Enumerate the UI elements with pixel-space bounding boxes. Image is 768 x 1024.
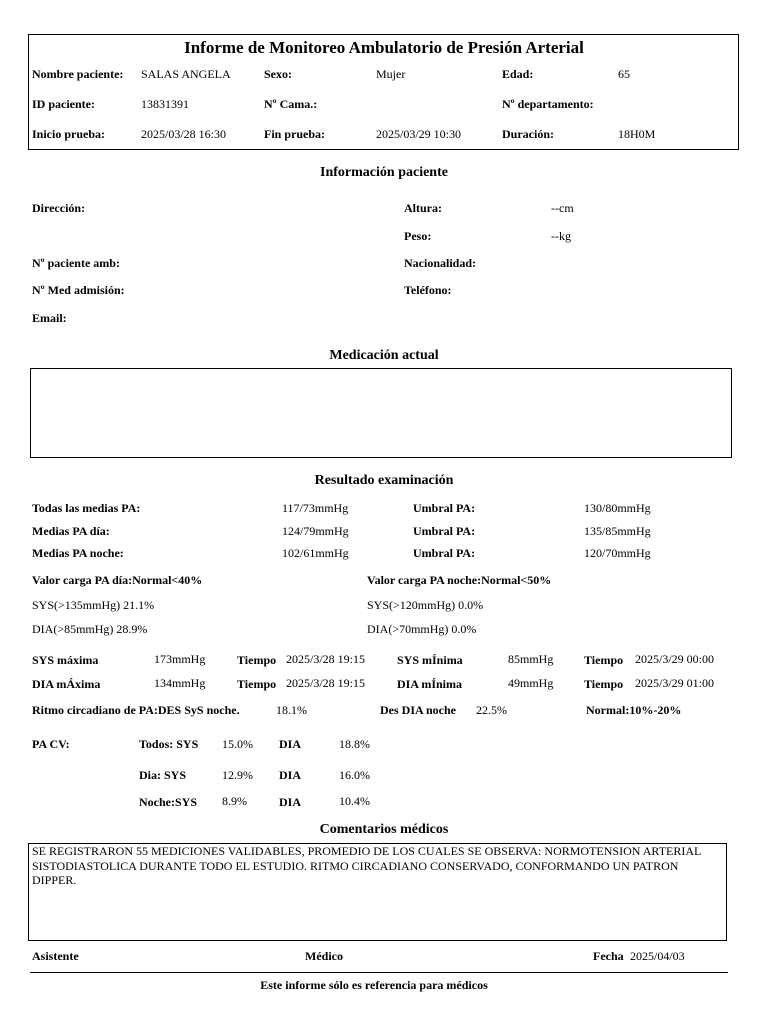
todos-dia-value: 18.8% xyxy=(339,737,370,751)
id-value: 13831391 xyxy=(141,97,189,111)
noche-value: 102/61mmHg xyxy=(282,546,349,560)
duracion-value: 18H0M xyxy=(618,127,656,141)
umbral1-label: Umbral PA: xyxy=(413,501,476,515)
paciente-amb-label: Nº paciente amb: xyxy=(32,256,120,270)
sexo-label: Sexo: xyxy=(264,67,292,81)
noche-dia-label: DIA xyxy=(279,795,302,809)
altura-label: Altura: xyxy=(404,201,442,215)
dia-sys-label: Dia: SYS xyxy=(139,768,187,782)
carga-noche-dia: DIA(>70mmHg) 0.0% xyxy=(367,622,477,636)
dia-max-tiempo-value: 2025/3/28 19:15 xyxy=(286,676,366,690)
dia-min-tiempo-value: 2025/3/29 01:00 xyxy=(635,676,715,690)
depto-label: Nº departamento: xyxy=(502,97,594,111)
nombre-value: SALAS ANGELA xyxy=(141,67,231,81)
comments-title: Comentarios médicos xyxy=(319,822,449,837)
noche-sys-value: 8.9% xyxy=(222,794,247,808)
asistente-label: Asistente xyxy=(32,949,79,963)
umbral2-label: Umbral PA: xyxy=(413,524,476,538)
sys-max-label: SYS máxima xyxy=(32,653,99,667)
duracion-label: Duración: xyxy=(502,127,554,141)
footer-note: Este informe sólo es referencia para médicos xyxy=(260,978,488,992)
noche-sys-label: Noche:SYS xyxy=(139,795,198,809)
report-title: Informe de Monitoreo Ambulatorio de Presión Arterial xyxy=(184,38,584,57)
inicio-label: Inicio prueba: xyxy=(32,127,106,141)
id-label: ID paciente: xyxy=(32,97,95,111)
nacionalidad-label: Nacionalidad: xyxy=(404,256,477,270)
carga-dia-sys: SYS(>135mmHg) 21.1% xyxy=(32,598,155,612)
sys-max-tiempo-value: 2025/3/28 19:15 xyxy=(286,652,366,666)
carga-noche-sys: SYS(>120mmHg) 0.0% xyxy=(367,598,484,612)
sys-min-value: 85mmHg xyxy=(508,652,554,666)
des-dia-label: Des DIA noche xyxy=(380,703,457,717)
des-dia-value: 22.5% xyxy=(476,703,507,717)
fin-label: Fin prueba: xyxy=(264,127,326,141)
todos-sys-value: 15.0% xyxy=(222,737,253,751)
dia-min-label: DIA mÍnima xyxy=(397,677,463,691)
fecha-label: Fecha xyxy=(593,949,624,963)
noche-dia-value: 10.4% xyxy=(339,794,370,808)
medication-box xyxy=(30,368,732,458)
dia-max-value: 134mmHg xyxy=(154,676,206,690)
ritmo-value: 18.1% xyxy=(276,703,307,717)
sexo-value: Mujer xyxy=(376,67,406,81)
umbral1-value: 130/80mmHg xyxy=(584,501,651,515)
medication-title: Medicación actual xyxy=(329,348,439,363)
todos-dia-label: DIA xyxy=(279,737,302,751)
email-label: Email: xyxy=(32,311,67,325)
dia-label: Medias PA día: xyxy=(32,524,110,538)
dia-min-value: 49mmHg xyxy=(508,676,554,690)
results-title: Resultado examinación xyxy=(314,473,454,488)
altura-value: --cm xyxy=(551,201,574,215)
dia-dia-label: DIA xyxy=(279,768,302,782)
medico-label: Médico xyxy=(305,949,343,963)
edad-value: 65 xyxy=(618,67,630,81)
cama-label: Nº Cama.: xyxy=(264,97,318,111)
dia-sys-value: 12.9% xyxy=(222,768,253,782)
patient-info-title: Información paciente xyxy=(320,165,448,180)
fin-value: 2025/03/29 10:30 xyxy=(376,127,462,141)
edad-label: Edad: xyxy=(502,67,534,81)
comments-text: SE REGISTRARON 55 MEDICIONES VALIDABLES, PROMEDIO DE LOS CUALES SE OBSERVA: NORMOTENSION ARTERIAL SISTODIASTOLICA DURANTE TODO EL ESTUDIO. RITMO CIRCADIANO CONSERVADO, CONFORMANDO UN PATRON DIPPER. xyxy=(32,844,701,887)
sys-max-value: 173mmHg xyxy=(154,652,206,666)
todos-sys-label: Todos: SYS xyxy=(139,737,199,751)
sys-min-label: SYS mÍnima xyxy=(397,653,463,667)
inicio-value: 2025/03/28 16:30 xyxy=(141,127,227,141)
peso-value: --kg xyxy=(551,229,571,243)
umbral2-value: 135/85mmHg xyxy=(584,524,651,538)
dia-max-tiempo-label: Tiempo xyxy=(237,677,277,691)
pacv-label: PA CV: xyxy=(32,737,70,751)
todas-label: Todas las medias PA: xyxy=(32,501,141,515)
carga-dia-label: Valor carga PA día:Normal<40% xyxy=(32,573,203,587)
footer-divider xyxy=(30,972,728,973)
dia-value: 124/79mmHg xyxy=(282,524,349,538)
peso-label: Peso: xyxy=(404,229,432,243)
todas-value: 117/73mmHg xyxy=(282,501,349,515)
med-admision-label: Nº Med admisión: xyxy=(32,283,125,297)
medication-text xyxy=(31,369,731,377)
carga-noche-label: Valor carga PA noche:Normal<50% xyxy=(367,573,552,587)
noche-label: Medias PA noche: xyxy=(32,546,124,560)
dia-dia-value: 16.0% xyxy=(339,768,370,782)
sys-min-tiempo-value: 2025/3/29 00:00 xyxy=(635,652,715,666)
sys-max-tiempo-label: Tiempo xyxy=(237,653,277,667)
dia-min-tiempo-label: Tiempo xyxy=(584,677,624,691)
normal-label: Normal:10%-20% xyxy=(586,703,682,717)
umbral3-value: 120/70mmHg xyxy=(584,546,651,560)
dia-max-label: DIA mÁxima xyxy=(32,677,101,691)
telefono-label: Teléfono: xyxy=(404,283,452,297)
carga-dia-dia: DIA(>85mmHg) 28.9% xyxy=(32,622,148,636)
umbral3-label: Umbral PA: xyxy=(413,546,476,560)
nombre-label: Nombre paciente: xyxy=(32,67,124,81)
direccion-label: Dirección: xyxy=(32,201,86,215)
ritmo-label: Ritmo circadiano de PA:DES SyS noche. xyxy=(32,703,240,717)
fecha-value: 2025/04/03 xyxy=(630,949,685,963)
sys-min-tiempo-label: Tiempo xyxy=(584,653,624,667)
